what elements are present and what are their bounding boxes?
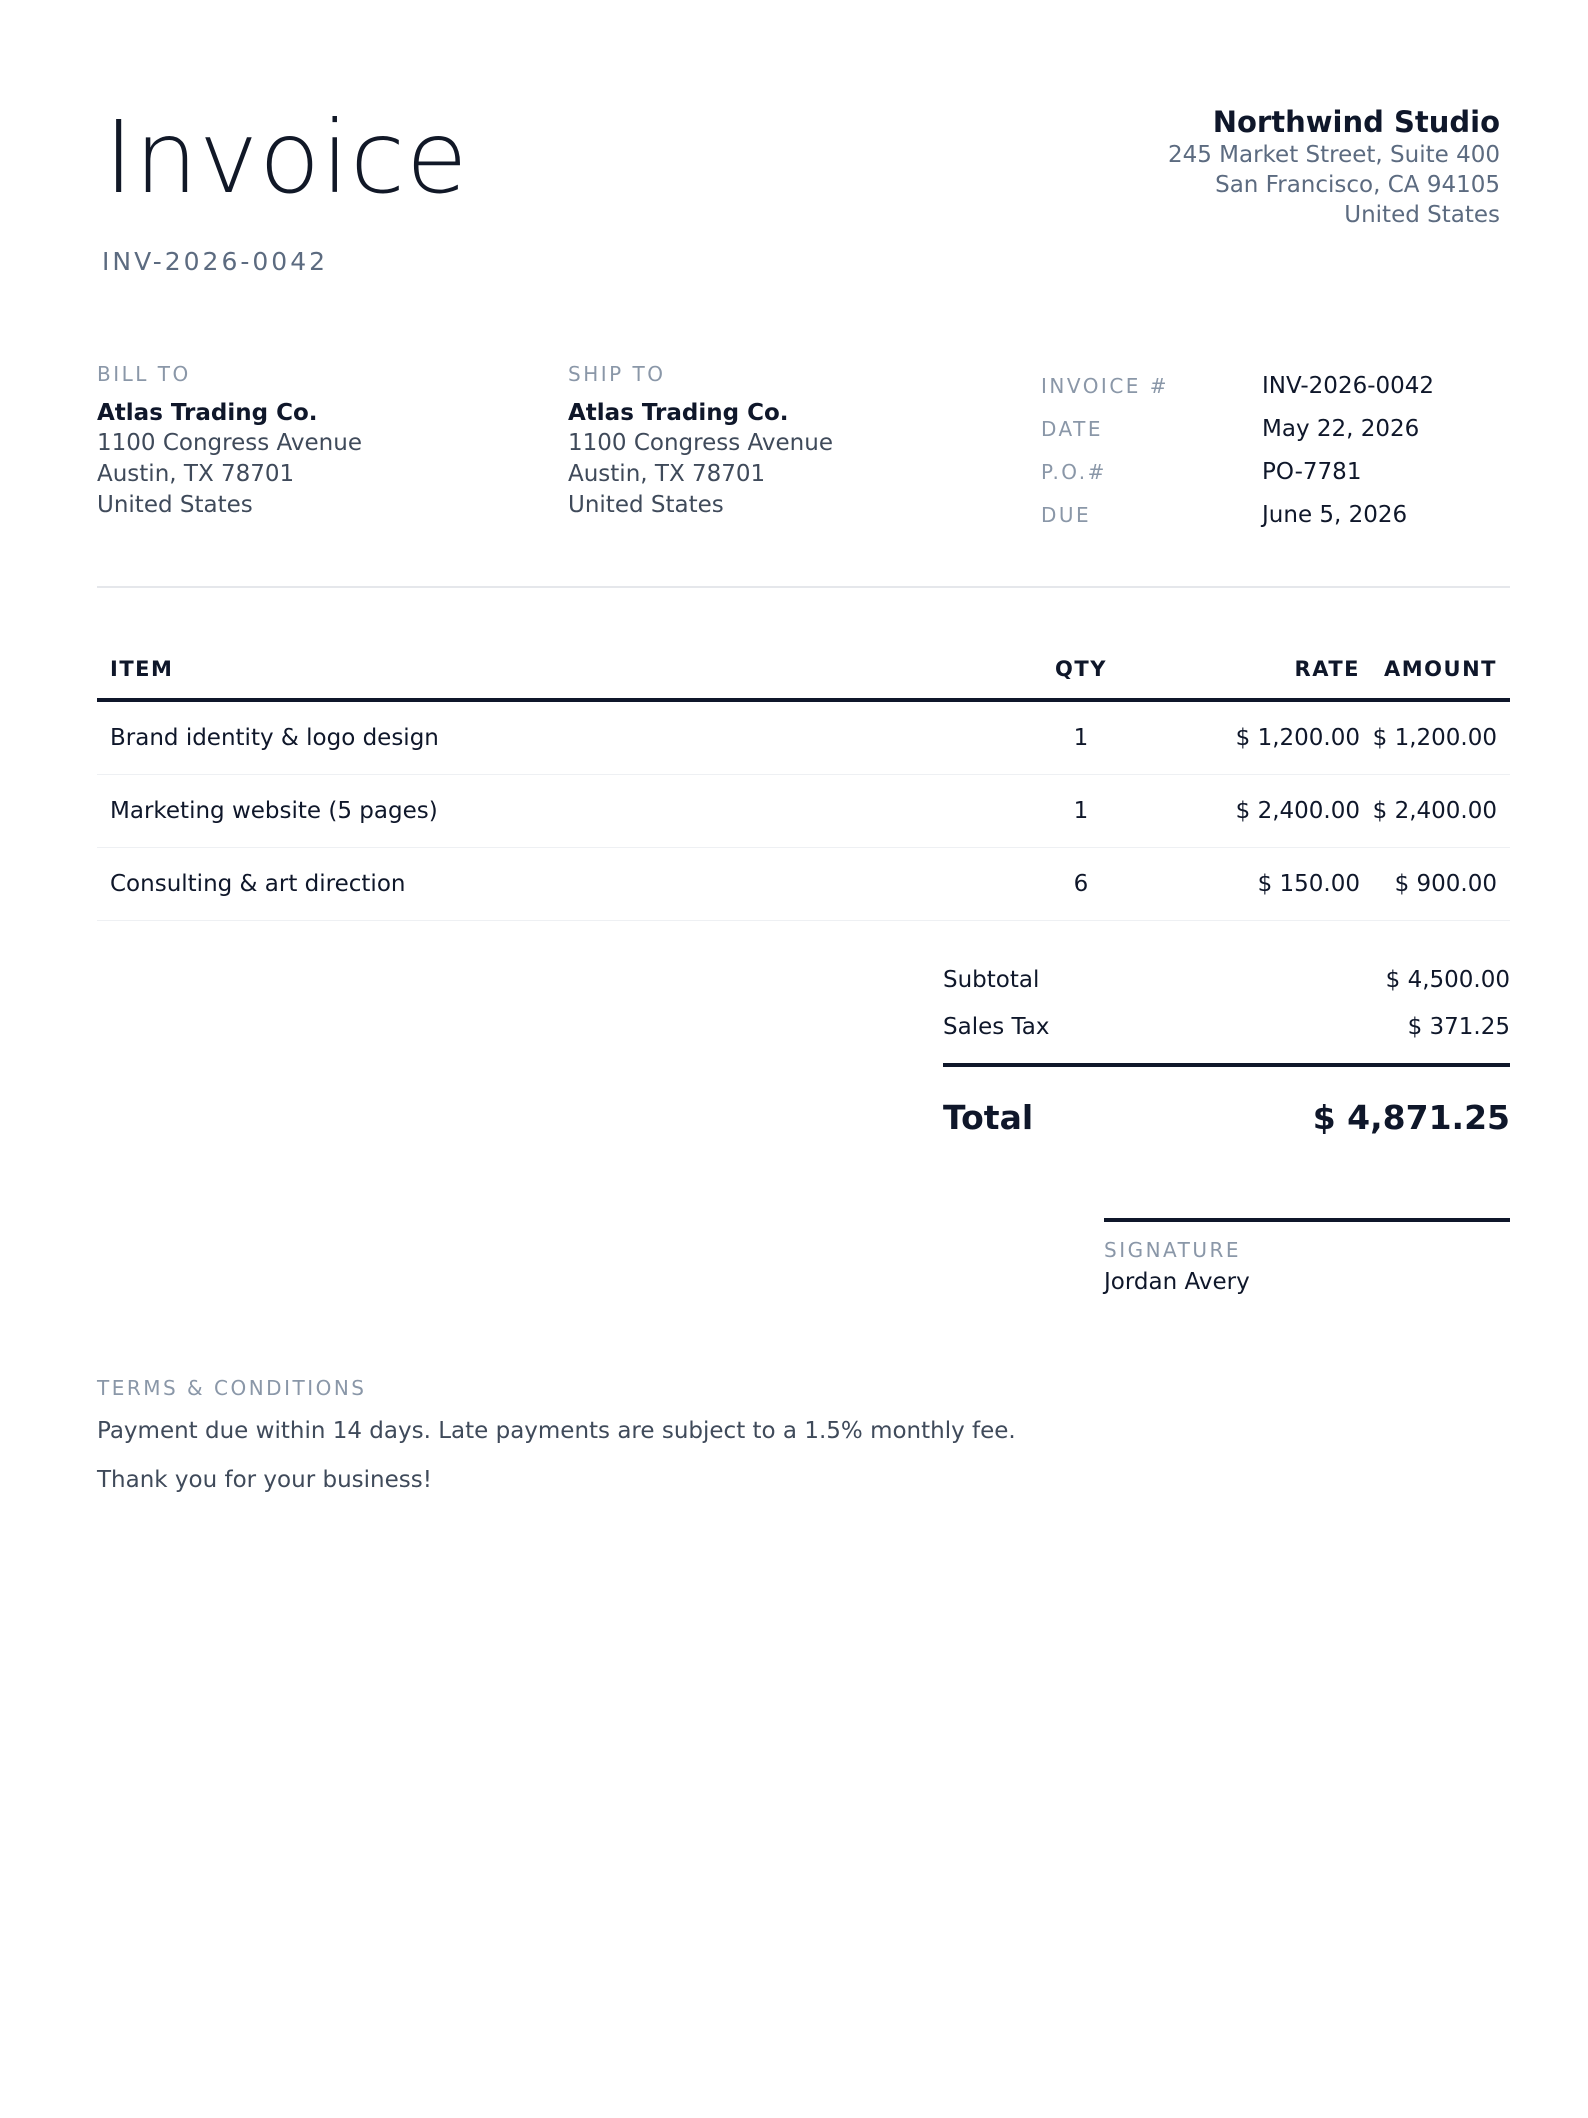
total-label: Total <box>943 1097 1034 1137</box>
column-header-item: ITEM <box>110 657 174 681</box>
meta-label: INVOICE # <box>1041 373 1170 398</box>
meta-row-po <box>1041 450 1511 493</box>
invoice-title: Invoice <box>104 99 469 216</box>
company-name: Northwind Studio <box>1212 105 1500 139</box>
table-row <box>97 848 1510 921</box>
ship-to-block <box>568 362 988 521</box>
meta-value: May 22, 2026 <box>1262 415 1420 442</box>
meta-row-date <box>1041 407 1511 450</box>
cell-qty: 6 <box>1073 871 1089 897</box>
ship-to-line: United States <box>568 492 724 518</box>
ship-to-label: SHIP TO <box>568 362 666 386</box>
company-address-line: 245 Market Street, Suite 400 <box>1167 142 1500 168</box>
company-block <box>1168 104 1500 230</box>
cell-item: Marketing website (5 pages) <box>110 798 438 824</box>
column-header-rate: RATE <box>1294 657 1360 681</box>
invoice-number-subtitle: INV-2026-0042 <box>102 247 328 276</box>
cell-rate: $ 2,400.00 <box>1235 798 1360 824</box>
line-items-table <box>97 640 1510 921</box>
meta-row-invoice-number <box>1041 364 1511 407</box>
thank-you-note: Thank you for your business! <box>97 1467 432 1493</box>
bill-to-block <box>97 362 517 521</box>
total-row <box>943 1067 1510 1167</box>
subtotal-label: Subtotal <box>943 966 1040 993</box>
signature-block <box>1104 1218 1510 1298</box>
bill-to-line: Austin, TX 78701 <box>97 461 295 487</box>
meta-value: INV-2026-0042 <box>1262 372 1435 399</box>
bill-to-name: Atlas Trading Co. <box>97 400 318 426</box>
tax-row <box>943 1003 1510 1050</box>
meta-label: DATE <box>1041 416 1104 441</box>
cell-rate: $ 1,200.00 <box>1235 725 1360 751</box>
bill-to-line: 1100 Congress Avenue <box>97 430 362 456</box>
company-address-line: San Francisco, CA 94105 <box>1215 172 1500 198</box>
cell-amount: $ 900.00 <box>1394 871 1497 897</box>
cell-amount: $ 2,400.00 <box>1372 798 1497 824</box>
table-header <box>97 640 1510 702</box>
bill-to-label: BILL TO <box>97 362 191 386</box>
tax-value: $ 371.25 <box>1407 1013 1510 1040</box>
cell-qty: 1 <box>1073 725 1089 751</box>
section-divider <box>97 586 1510 588</box>
cell-qty: 1 <box>1073 798 1089 824</box>
cell-rate: $ 150.00 <box>1257 871 1360 897</box>
subtotal-row <box>943 956 1510 1003</box>
meta-label: P.O.# <box>1041 459 1107 484</box>
total-value: $ 4,871.25 <box>1312 1097 1510 1137</box>
tax-label: Sales Tax <box>943 1013 1050 1040</box>
terms-label: TERMS & CONDITIONS <box>97 1376 367 1400</box>
ship-to-line: Austin, TX 78701 <box>568 461 766 487</box>
meta-value: June 5, 2026 <box>1262 501 1408 528</box>
table-row <box>97 702 1510 775</box>
column-header-amount: AMOUNT <box>1384 657 1497 681</box>
table-row <box>97 775 1510 848</box>
subtotal-value: $ 4,500.00 <box>1385 966 1510 993</box>
column-header-qty: QTY <box>1055 657 1107 681</box>
invoice-meta <box>1041 364 1511 536</box>
ship-to-line: 1100 Congress Avenue <box>568 430 833 456</box>
totals-block <box>943 956 1510 1167</box>
terms-text: Payment due within 14 days. Late payments are subject to a 1.5% monthly fee. <box>97 1418 1016 1444</box>
signature-line <box>1104 1218 1510 1222</box>
meta-row-due <box>1041 493 1511 536</box>
signature-label: SIGNATURE <box>1104 1238 1242 1262</box>
company-address-line: United States <box>1344 202 1500 228</box>
meta-label: DUE <box>1041 502 1092 527</box>
cell-item: Brand identity & logo design <box>110 725 439 751</box>
signature-name: Jordan Avery <box>1104 1269 1250 1295</box>
terms-block <box>97 1376 1297 1495</box>
cell-item: Consulting & art direction <box>110 871 406 897</box>
ship-to-name: Atlas Trading Co. <box>568 400 789 426</box>
cell-amount: $ 1,200.00 <box>1372 725 1497 751</box>
bill-to-line: United States <box>97 492 253 518</box>
meta-value: PO-7781 <box>1262 458 1362 485</box>
